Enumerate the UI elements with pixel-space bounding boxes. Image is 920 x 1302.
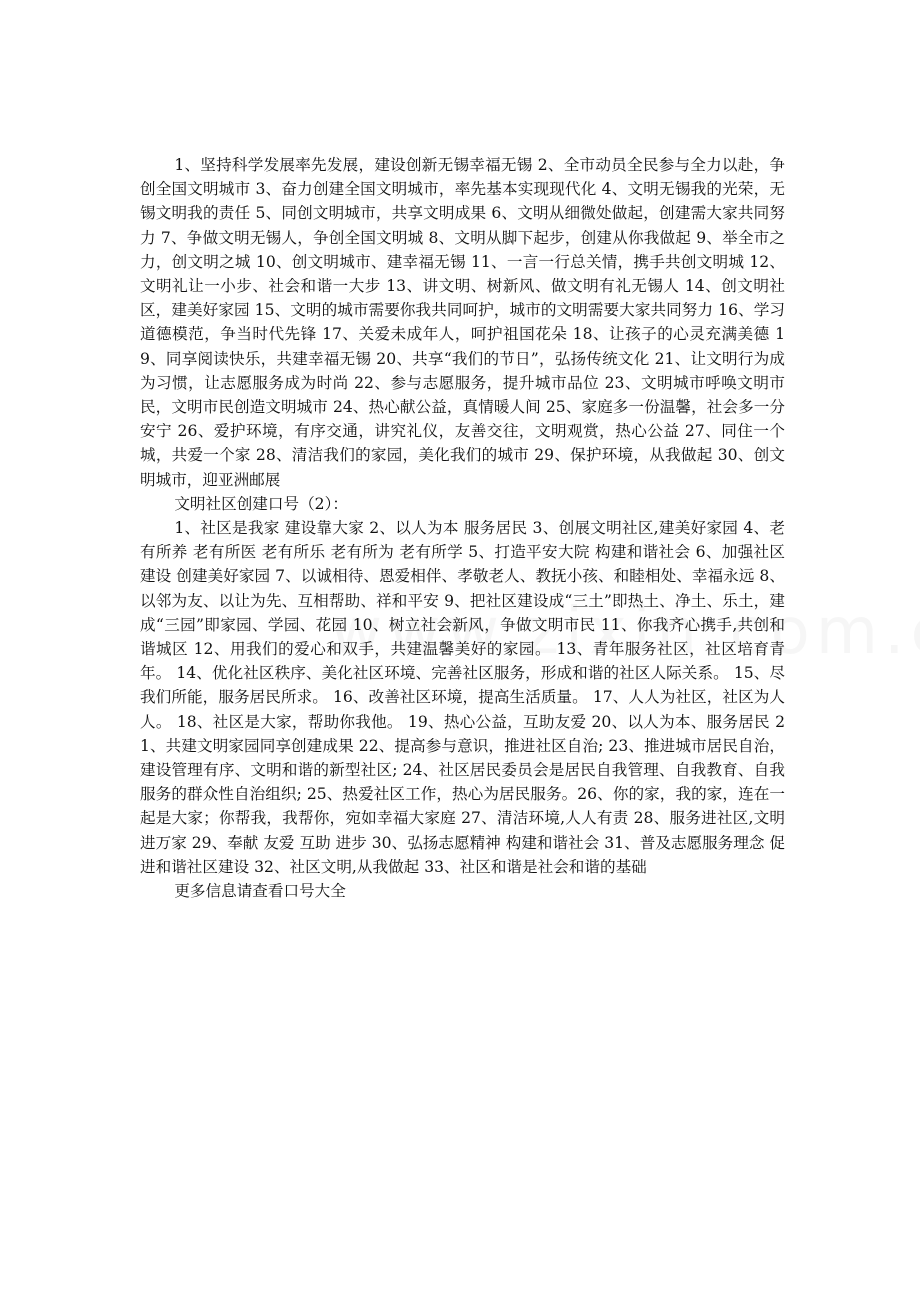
more-info-line: 更多信息请查看口号大全: [174, 882, 346, 901]
section-heading-community-slogans: 文明社区创建口号（2）：: [174, 494, 348, 513]
document-body: [140, 153, 785, 903]
slogan-paragraph-civilized-city: 1、坚持科学发展率先发展，建设创新无锡幸福无锡 2、全市动员全民参与全力以赴，争创全国文明城市 3、奋力创建全国文明城市，率先基本实现现代化 4、文明无锡我的光荣，无锡文明我的责任 5、同创文明城市，共享文明成果 6、文明从细微处做起，创建需大家共同努力 7、争做文明无锡人，争创全国文明城 8、文明从脚下起步，创建从你我做起 9、举全市之力，创文明之城 10、创文明城市、建幸福无锡 11、一言一行总关情，携手共创文明城 12、文明礼让一小步、社会和谐一大步 13、讲文明、树新风、做文明有礼无锡人 14、创文明社区，建美好家园 15、文明的城市需要你我共同呵护，城市的文明需要大家共同努力 16、学习道德模范，争当时代先锋 17、关爱未成年人，呵护祖国花朵 18、让孩子的心灵充满美德 19、同享阅读快乐，共建幸福无锡 20、共享“我们的节日”，弘扬传统文化 21、让文明行为成为习惯，让志愿服务成为时尚 22、参与志愿服务，提升城市品位 23、文明城市呼唤文明市民，文明市民创造文明城市 24、热心献公益，真情暖人间 25、家庭多一份温馨，社会多一分安宁 26、爱护环境，有序交通，讲究礼仪，友善交往，文明观赏，热心公益 27、同住一个城，共爱一个家 28、清洁我们的家园，美化我们的城市 29、保护环境，从我做起 30、创文明城市，迎亚洲邮展: [140, 156, 785, 489]
slogan-paragraph-community: 1、社区是我家 建设靠大家 2、以人为本 服务居民 3、创展文明社区,建美好家园 4、老有所养 老有所医 老有所乐 老有所为 老有所学 5、打造平安大院 构建和谐社会 6、加强社区建设 创建美好家园 7、以诚相待、恩爱相伴、孝敬老人、教抚小孩、和睦相处、幸福永远 8、以邻为友、以让为先、互相帮助、祥和平安 9、把社区建设成“三土”即热土、净土、乐土，建成“三园”即家园、学园、花园 10、树立社会新风，争做文明市民 11、你我齐心携手,共创和谐城区 12、用我们的爱心和双手，共建温馨美好的家园。 13、青年服务社区，社区培育青年。 14、优化社区秩序、美化社区环境、完善社区服务，形成和谐的社区人际关系。 15、尽我们所能，服务居民所求。 16、改善社区环境，提高生活质量。 17、人人为社区，社区为人人。 18、社区是大家，帮助你我他。 19、热心公益，互助友爱 20、以人为本、服务居民 21、共建文明家园同享创建成果 22、提高参与意识，推进社区自治; 23、推进城市居民自治，建设管理有序、文明和谐的新型社区; 24、社区居民委员会是居民自我管理、自我教育、自我服务的群众性自治组织; 25、热爱社区工作，热心为居民服务。26、你的家，我的家，连在一起是大家；你帮我，我帮你，宛如幸福大家庭 27、清洁环境,人人有责 28、服务进社区,文明进万家 29、奉献 友爱 互助 进步 30、弘扬志愿精神 构建和谐社会 31、普及志愿服务理念 促进和谐社区建设 32、社区文明,从我做起 33、社区和谐是社会和谐的基础: [140, 519, 785, 876]
